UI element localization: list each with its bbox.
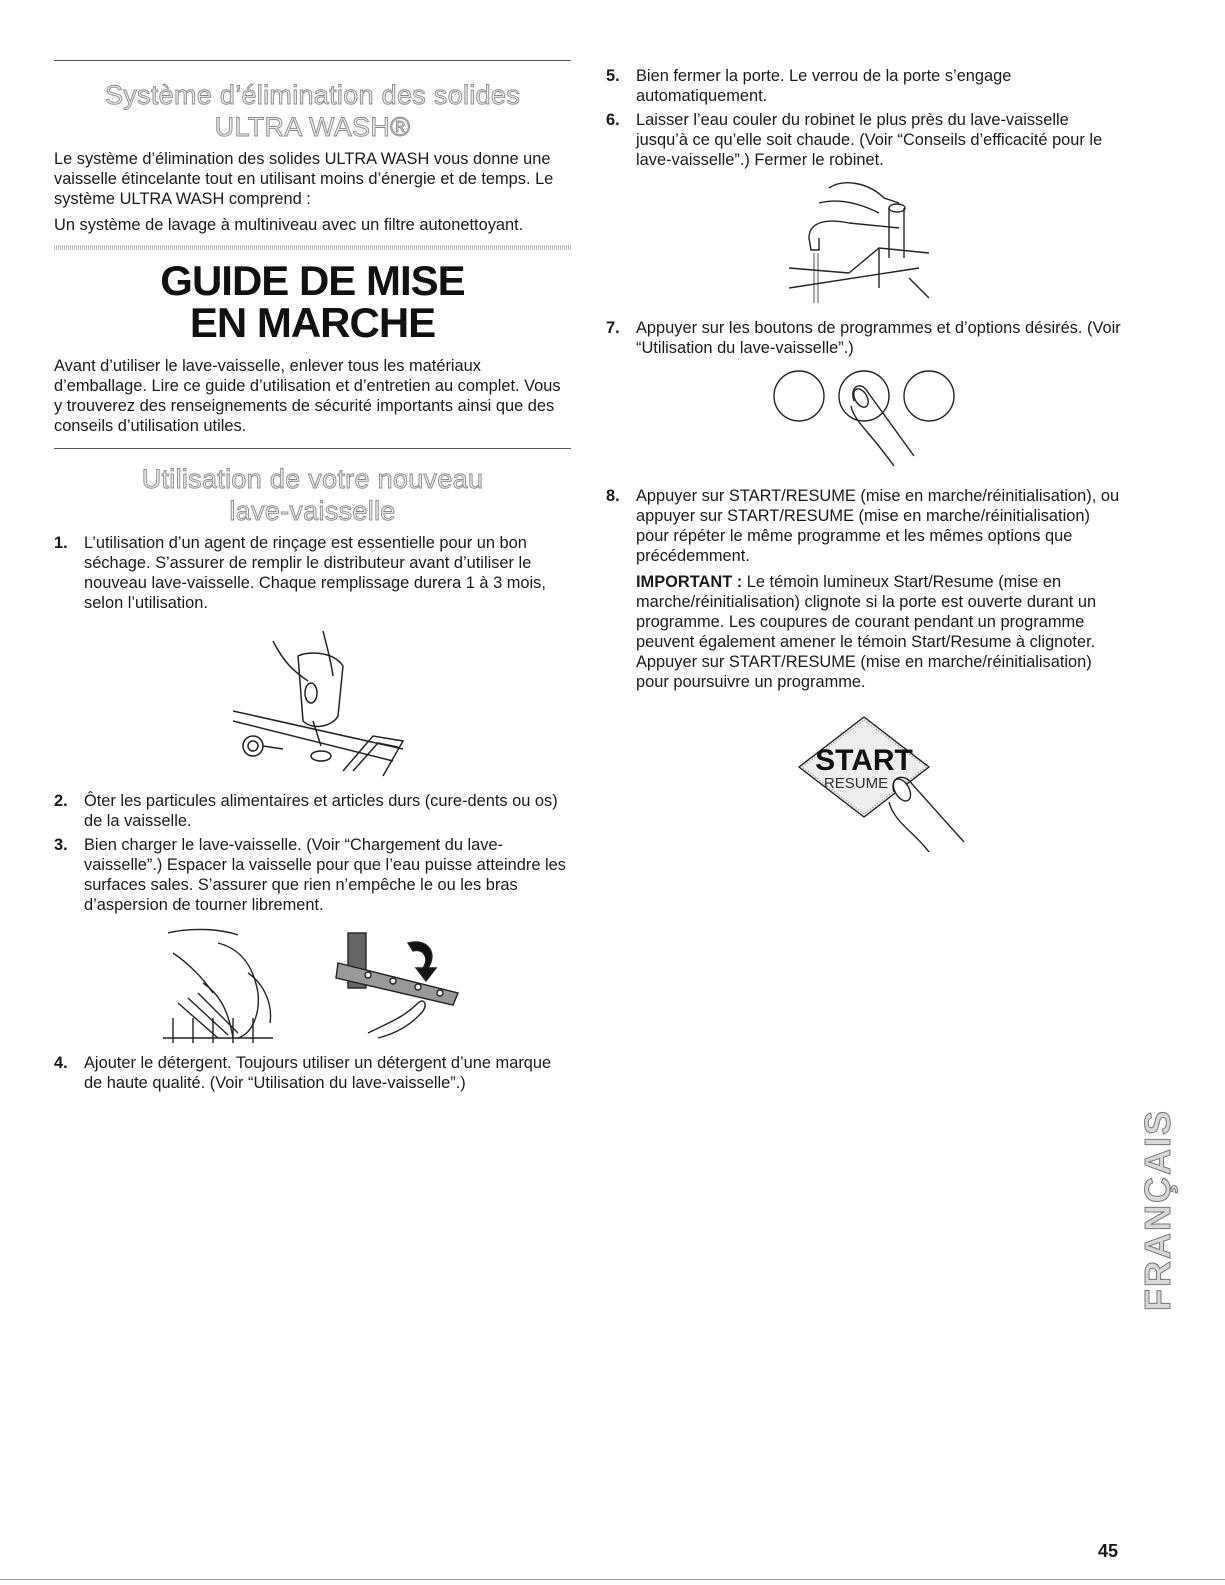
resume-label: RESUME xyxy=(823,775,888,792)
steps-list-left-2 xyxy=(54,791,571,915)
steps-list-right xyxy=(606,66,1121,170)
start-resume-button-icon xyxy=(754,712,974,852)
steps-list-left xyxy=(54,533,571,613)
rinse-aid-illustration xyxy=(54,621,571,781)
top-rule xyxy=(54,60,571,61)
step-6: 6. Laisser l’eau couler du robinet le plus près du lave-vaisselle jusqu’à ce qu’elle soit chaude. (Voir “Conseils d’efficacité pour le lave-vaisselle”.) Fermer le robinet. xyxy=(606,111,1103,169)
guide-intro: Avant d’utiliser le lave-vaisselle, enlever tous les matériaux d’emballage. Lire ce guide d’utilisation et d’entretien au complet. Vous y trouverez des renseignements de sécurité importants ainsi que des conseils d’utilisation utiles. xyxy=(54,357,561,435)
steps-list-right-2 xyxy=(606,318,1121,358)
loading-illustration xyxy=(54,923,571,1043)
section-title-new-dishwasher: Utilisation de votre nouveau lave-vaisselle xyxy=(141,464,484,526)
steps-list-left-3 xyxy=(54,1053,571,1093)
step-7: 7. Appuyer sur les boutons de programmes et d’options désirés. (Voir “Utilisation du lave-vaisselle”.) xyxy=(606,319,1121,357)
section-rule xyxy=(54,448,571,449)
section-title-ultra-wash: Système d’élimination des solides ULTRA WASH® xyxy=(104,80,521,142)
dish-rack-icon xyxy=(158,923,288,1043)
step-3: 3. Bien charger le lave-vaisselle. (Voir “Chargement du lave-vaisselle”.) Espacer la vaisselle pour que l’eau puisse atteindre les surfaces sales. S’assurer que rien n’empêche le ou les bras d’aspersion de tourner librement. xyxy=(54,836,566,914)
left-column xyxy=(54,60,571,1097)
program-buttons-icon xyxy=(769,366,959,476)
bottom-edge xyxy=(0,1579,1225,1580)
ultra-wash-feature: Un système de lavage à multiniveau avec un filtre autonettoyant. xyxy=(54,216,524,234)
right-column xyxy=(606,66,1121,862)
rinse-aid-bottle-icon xyxy=(213,621,413,781)
important-note: IMPORTANT : Le témoin lumineux Start/Resume (mise en marche/réinitialisation) clignote si la porte est ouverte durant un programme. Les coupures de courant pendant un programme peuvent également amener le témoin Start/Resume à clignoter. Appuyer sur START/RESUME (mise en marche/réinitialisation) pour poursuivre un programme. xyxy=(636,573,1097,691)
step-2: 2. Ôter les particules alimentaires et articles durs (cure-dents ou os) de la vaisselle. xyxy=(54,792,558,830)
faucet-icon xyxy=(789,178,939,308)
step-1: 1. L’utilisation d’un agent de rinçage est essentielle pour un bon séchage. S’assurer de remplir le distributeur avant d’utiliser le nouveau lave-vaisselle. Chaque remplissage durera 1 à 3 mois, selon l’utilisation. xyxy=(54,534,546,612)
guide-title: GUIDE DE MISE EN MARCHE xyxy=(160,257,465,346)
start-label: START xyxy=(814,744,913,777)
pattern-rule xyxy=(54,245,571,250)
step-8: 8. Appuyer sur START/RESUME (mise en marche/réinitialisation), ou appuyer sur START/RESUME (mise en marche/réinitialisation) pour répéter le même programme et les mêmes options que précédemment. IMPORTANT : Le témoin lumineux Start/Resume (mise en marche/réinitialisation) clignote si la porte est ouverte durant un programme. Les coupures de courant pendant un programme peuvent également amener le témoin Start/Resume à clignoter. Appuyer sur START/RESUME (mise en marche/réinitialisation) pour poursuivre un programme. xyxy=(606,487,1120,691)
step-4: 4. Ajouter le détergent. Toujours utiliser un détergent d’une marque de haute qualité. (Voir “Utilisation du lave-vaisselle”.) xyxy=(54,1054,552,1092)
faucet-illustration xyxy=(606,178,1121,308)
language-side-tab: FRANÇAIS xyxy=(1137,1109,1178,1311)
program-buttons-illustration xyxy=(606,366,1121,476)
start-button-illustration xyxy=(606,712,1121,852)
page-number: 45 xyxy=(1098,1541,1119,1561)
step-5: 5. Bien fermer la porte. Le verrou de la porte s’engage automatiquement. xyxy=(606,67,1012,105)
spray-arm-icon xyxy=(328,923,468,1043)
steps-list-right-3 xyxy=(606,486,1121,692)
ultra-wash-description: Le système d’élimination des solides ULTRA WASH vous donne une vaisselle étincelante tout en utilisant moins d’énergie et de temps. Le système ULTRA WASH comprend : xyxy=(54,150,554,208)
